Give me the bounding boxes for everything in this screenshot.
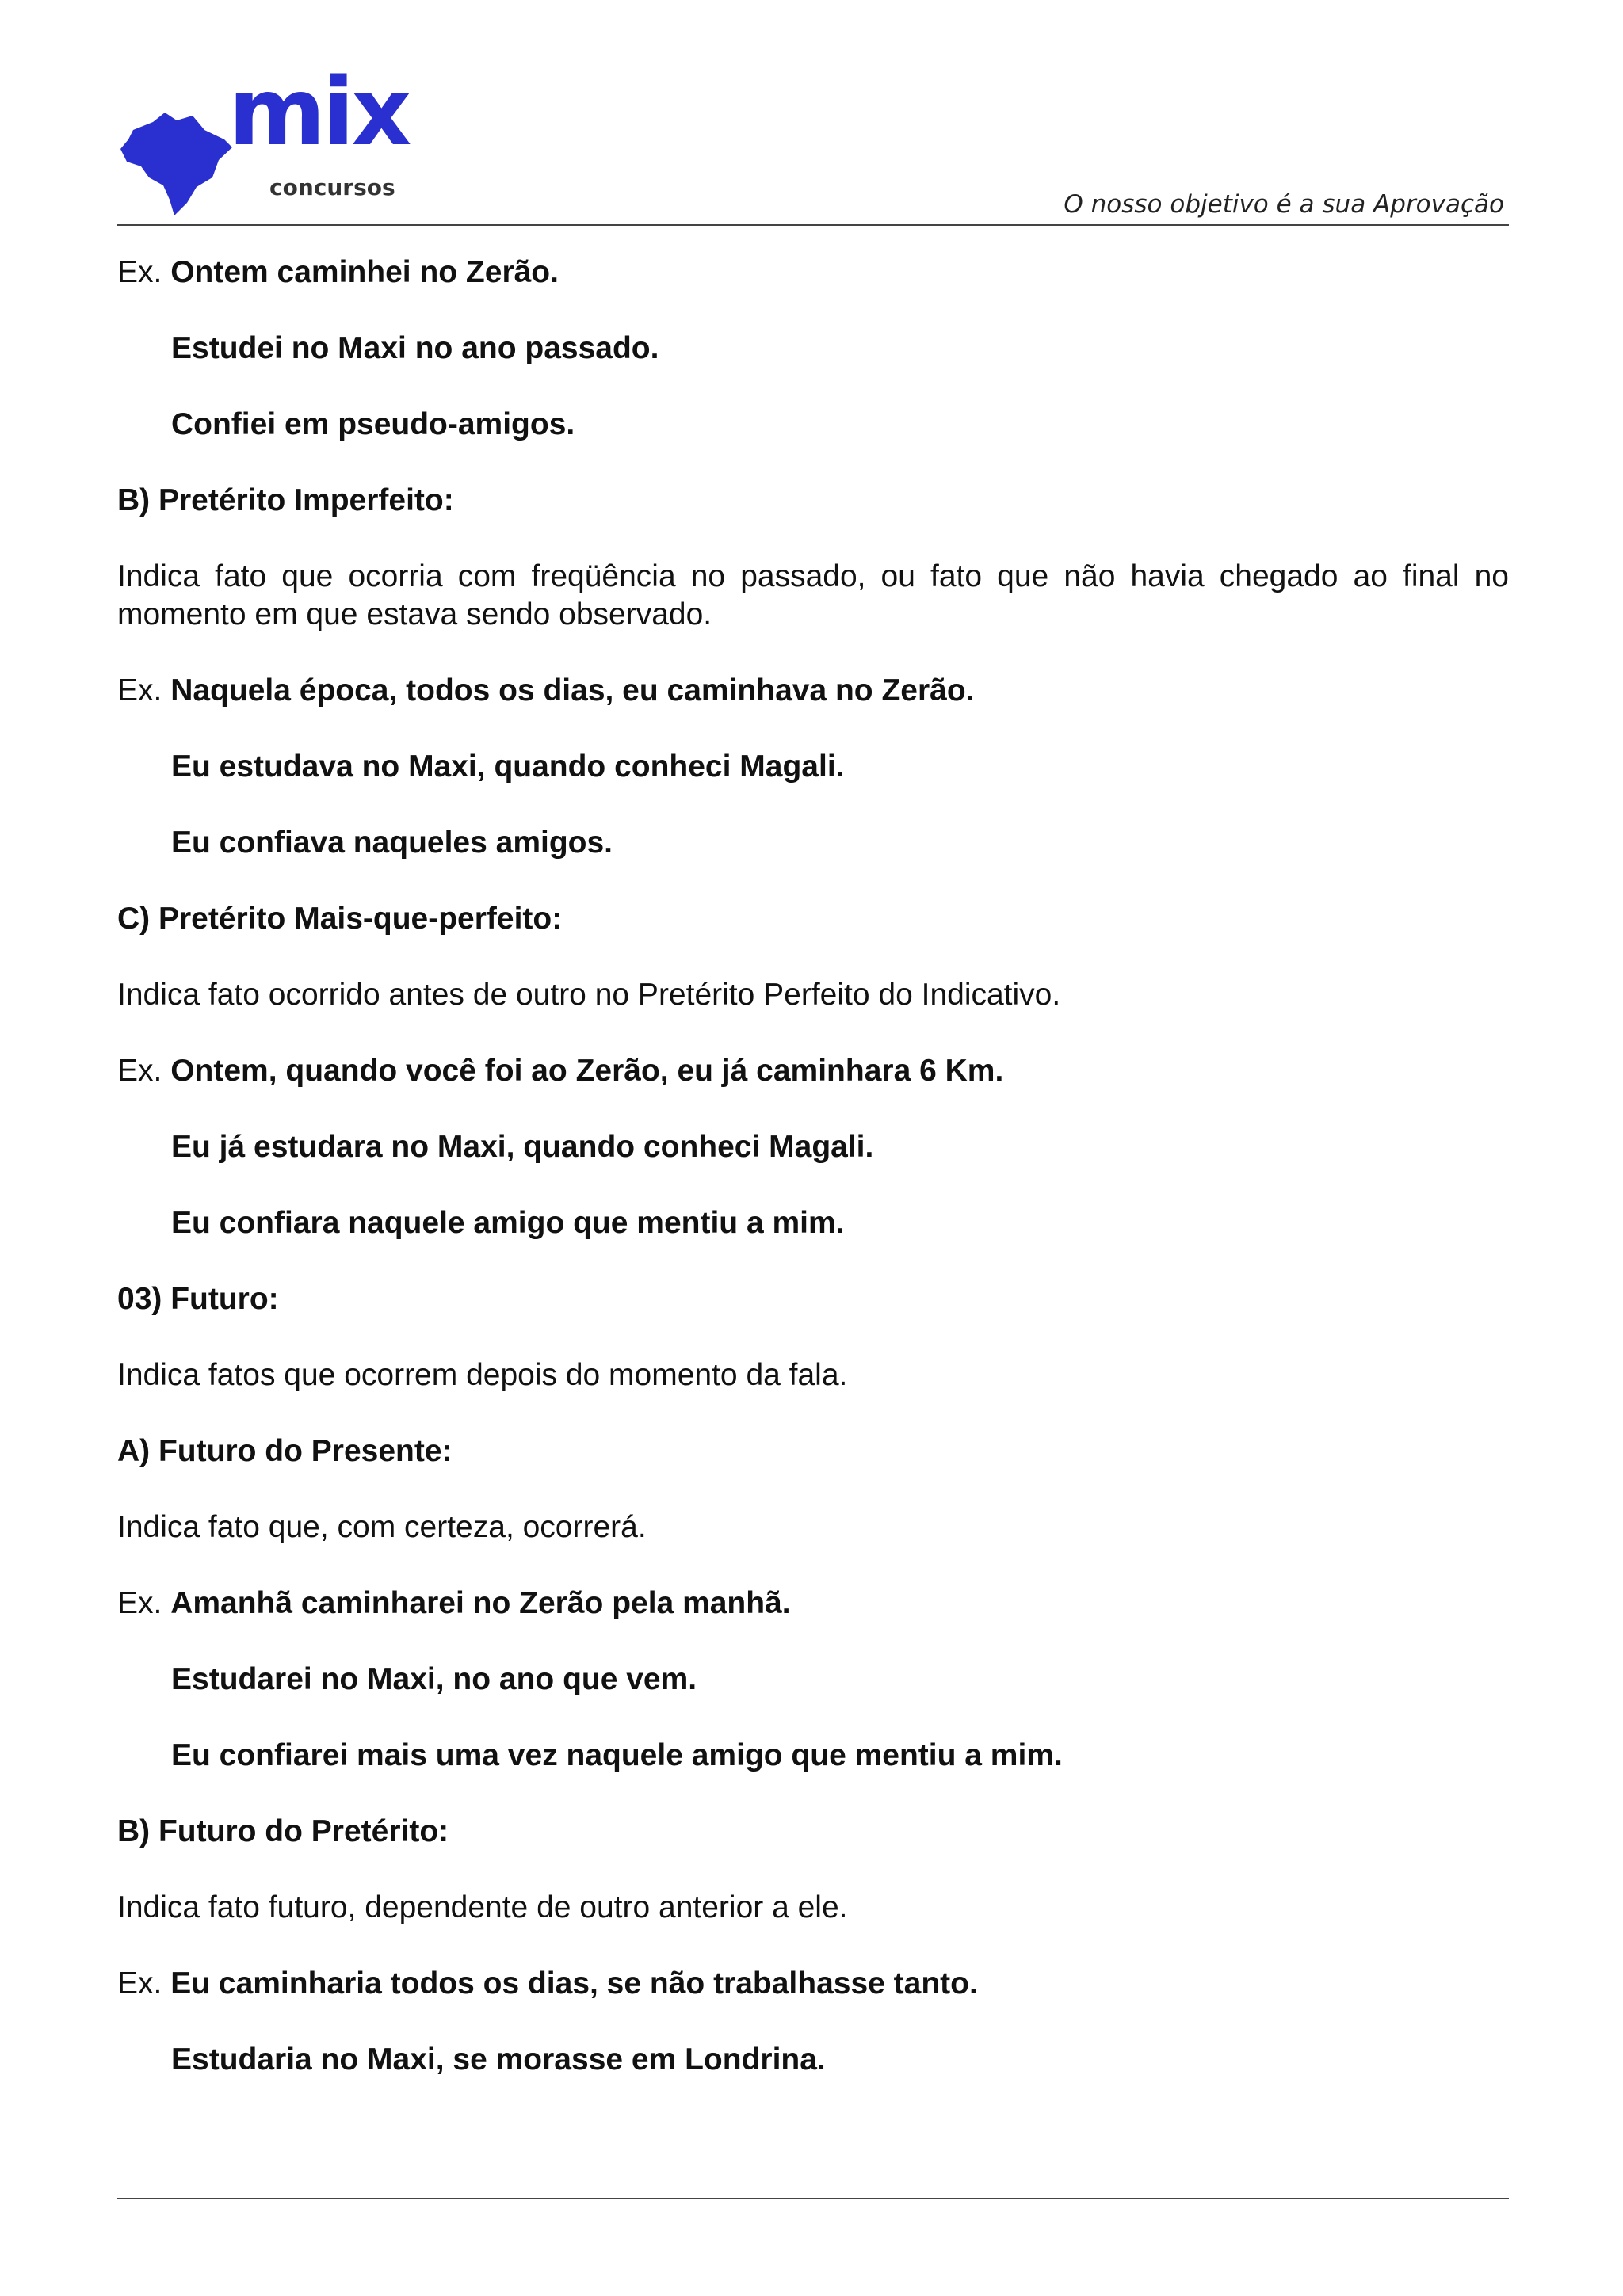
section-heading: C) Pretérito Mais-que-perfeito: (117, 902, 563, 936)
example-line: Eu já estudara no Maxi, quando conheci Magali. (171, 1130, 874, 1164)
page-header (117, 57, 1509, 225)
example-line: Eu confiara naquele amigo que mentiu a mim. (171, 1206, 845, 1240)
example-text: Ontem caminhei no Zerão. (170, 255, 559, 289)
example-line: Eu confiarei mais uma vez naquele amigo que mentiu a mim. (171, 1738, 1063, 1772)
example-text: Ontem, quando você foi ao Zerão, eu já caminhara 6 Km. (170, 1054, 1004, 1088)
section-heading: B) Pretérito Imperfeito: (117, 483, 454, 517)
brazil-map-icon (117, 98, 236, 217)
paragraph: Indica fatos que ocorrem depois do momento da fala. (117, 1358, 848, 1392)
example-text: Eu caminharia todos os dias, se não trabalhasse tanto. (170, 1966, 978, 2000)
paragraph: Indica fato futuro, dependente de outro anterior a ele. (117, 1890, 848, 1924)
example-line: Confiei em pseudo-amigos. (171, 407, 575, 441)
logo-wordmark: mix (228, 57, 409, 166)
example-line: Eu confiava naqueles amigos. (171, 826, 613, 860)
example-prefix: Ex. (117, 673, 162, 707)
example-line (117, 672, 1509, 710)
example-line (117, 254, 1509, 292)
logo-subtitle: concursos (269, 174, 395, 200)
example-prefix: Ex. (117, 1054, 162, 1088)
example-line (117, 1052, 1509, 1090)
header-divider (117, 224, 1509, 226)
example-prefix: Ex. (117, 255, 162, 289)
paragraph: Indica fato que ocorria com freqüência no passado, ou fato que não havia chegado ao final no momento em que estava sendo observado. (117, 559, 1509, 631)
paragraph: Indica fato que, com certeza, ocorrerá. (117, 1510, 647, 1544)
document-body (117, 254, 1509, 2079)
footer-divider (117, 2198, 1509, 2199)
example-prefix: Ex. (117, 1586, 162, 1620)
example-line: Estudarei no Maxi, no ano que vem. (171, 1662, 697, 1696)
section-heading: A) Futuro do Presente: (117, 1434, 453, 1468)
example-text: Naquela época, todos os dias, eu caminhava no Zerão. (170, 673, 975, 707)
example-line (117, 1965, 1509, 2003)
example-line: Eu estudava no Maxi, quando conheci Magali. (171, 749, 845, 784)
example-text: Amanhã caminharei no Zerão pela manhã. (170, 1586, 791, 1620)
mix-concursos-logo (117, 57, 418, 214)
header-tagline: O nosso objetivo é a sua Aprovação (1064, 190, 1504, 219)
section-heading: 03) Futuro: (117, 1282, 279, 1316)
example-line: Estudei no Maxi no ano passado. (171, 331, 659, 365)
example-line (117, 1585, 1509, 1623)
paragraph: Indica fato ocorrido antes de outro no Pretérito Perfeito do Indicativo. (117, 978, 1061, 1012)
example-prefix: Ex. (117, 1966, 162, 2000)
example-line: Estudaria no Maxi, se morasse em Londrina. (171, 2042, 826, 2077)
section-heading: B) Futuro do Pretérito: (117, 1814, 449, 1848)
